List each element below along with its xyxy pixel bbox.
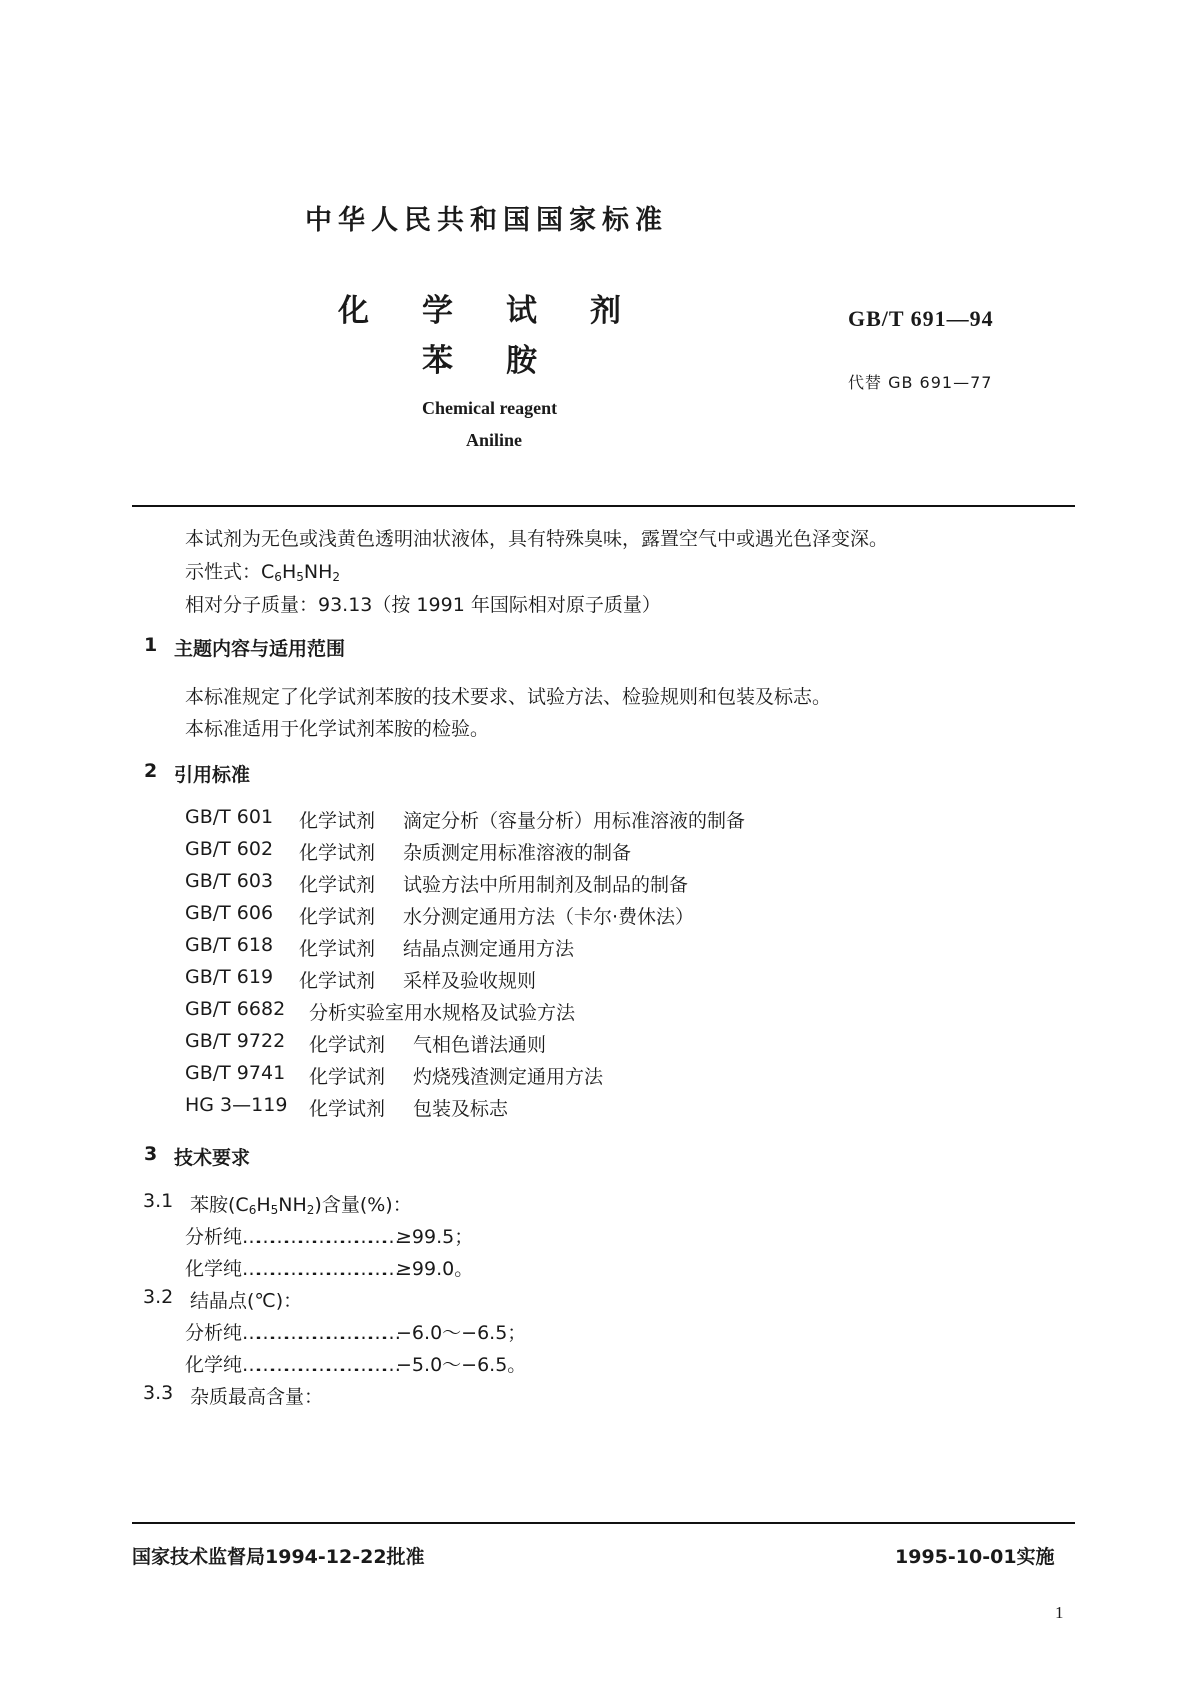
approval-line: 国家技术监督局1994-12-22批准: [132, 1546, 425, 1568]
section-2-number: 2: [144, 760, 158, 782]
subsection-3-2-title: 结晶点(℃)：: [190, 1290, 303, 1312]
formula-label: 示性式：: [185, 561, 262, 583]
title-char: 学: [422, 293, 453, 329]
spec-row: 化学纯……………………………−5.0～−6.5。: [185, 1354, 527, 1376]
page-number: 1: [1055, 1603, 1064, 1622]
intro-molecular-mass: 相对分子质量：93.13（按 1991 年国际相对原子质量）: [185, 594, 661, 616]
subsection-3-3-title: 杂质最高含量：: [190, 1386, 324, 1408]
subsection-3-2-number: 3.2: [143, 1286, 174, 1308]
section-1-number: 1: [144, 634, 158, 656]
section-1-line: 本标准适用于化学试剂苯胺的检验。: [185, 718, 490, 740]
subsection-3-3-number: 3.3: [143, 1382, 174, 1404]
formula: $C_6H_5NH_2$: [261, 561, 341, 584]
english-title: Chemical reagent: [422, 398, 558, 418]
national-standard-heading: 中华人民共和国国家标准: [305, 205, 668, 236]
header-divider: [132, 505, 1075, 507]
footer-divider: [132, 1522, 1075, 1524]
standard-number: GB/T 691—94: [848, 306, 994, 331]
section-1-line: 本标准规定了化学试剂苯胺的技术要求、试验方法、检验规则和包装及标志。: [185, 686, 832, 708]
spec-row: 化学纯……………………………≥99.0。: [185, 1258, 474, 1280]
section-1-title: 主题内容与适用范围: [174, 638, 346, 660]
spec-row: 分析纯……………………………−6.0～−6.5；: [185, 1322, 527, 1344]
section-3-number: 3: [144, 1143, 158, 1165]
section-3-title: 技术要求: [174, 1147, 251, 1169]
subsection-3-1-title: 苯胺$(C_6H_5NH_2)$含量(%)：: [190, 1194, 412, 1217]
title-char: 化: [338, 293, 369, 329]
subtitle-char: 胺: [506, 343, 537, 379]
effective-date: 1995-10-01实施: [895, 1546, 1055, 1568]
intro-description: 本试剂为无色或浅黄色透明油状液体，具有特殊臭味，露置空气中或遇光色泽变深。: [185, 528, 889, 550]
replaces-standard: 代替 GB 691—77: [848, 373, 993, 392]
section-2-title: 引用标准: [174, 764, 251, 786]
title-char: 试: [506, 293, 537, 329]
spec-row: 分析纯……………………………≥99.5；: [185, 1226, 474, 1248]
title-char: 剂: [590, 293, 621, 329]
intro-formula: [185, 557, 340, 584]
subtitle-char: 苯: [422, 343, 453, 379]
english-subtitle: Aniline: [466, 430, 523, 450]
subsection-3-1-number: 3.1: [143, 1190, 174, 1212]
